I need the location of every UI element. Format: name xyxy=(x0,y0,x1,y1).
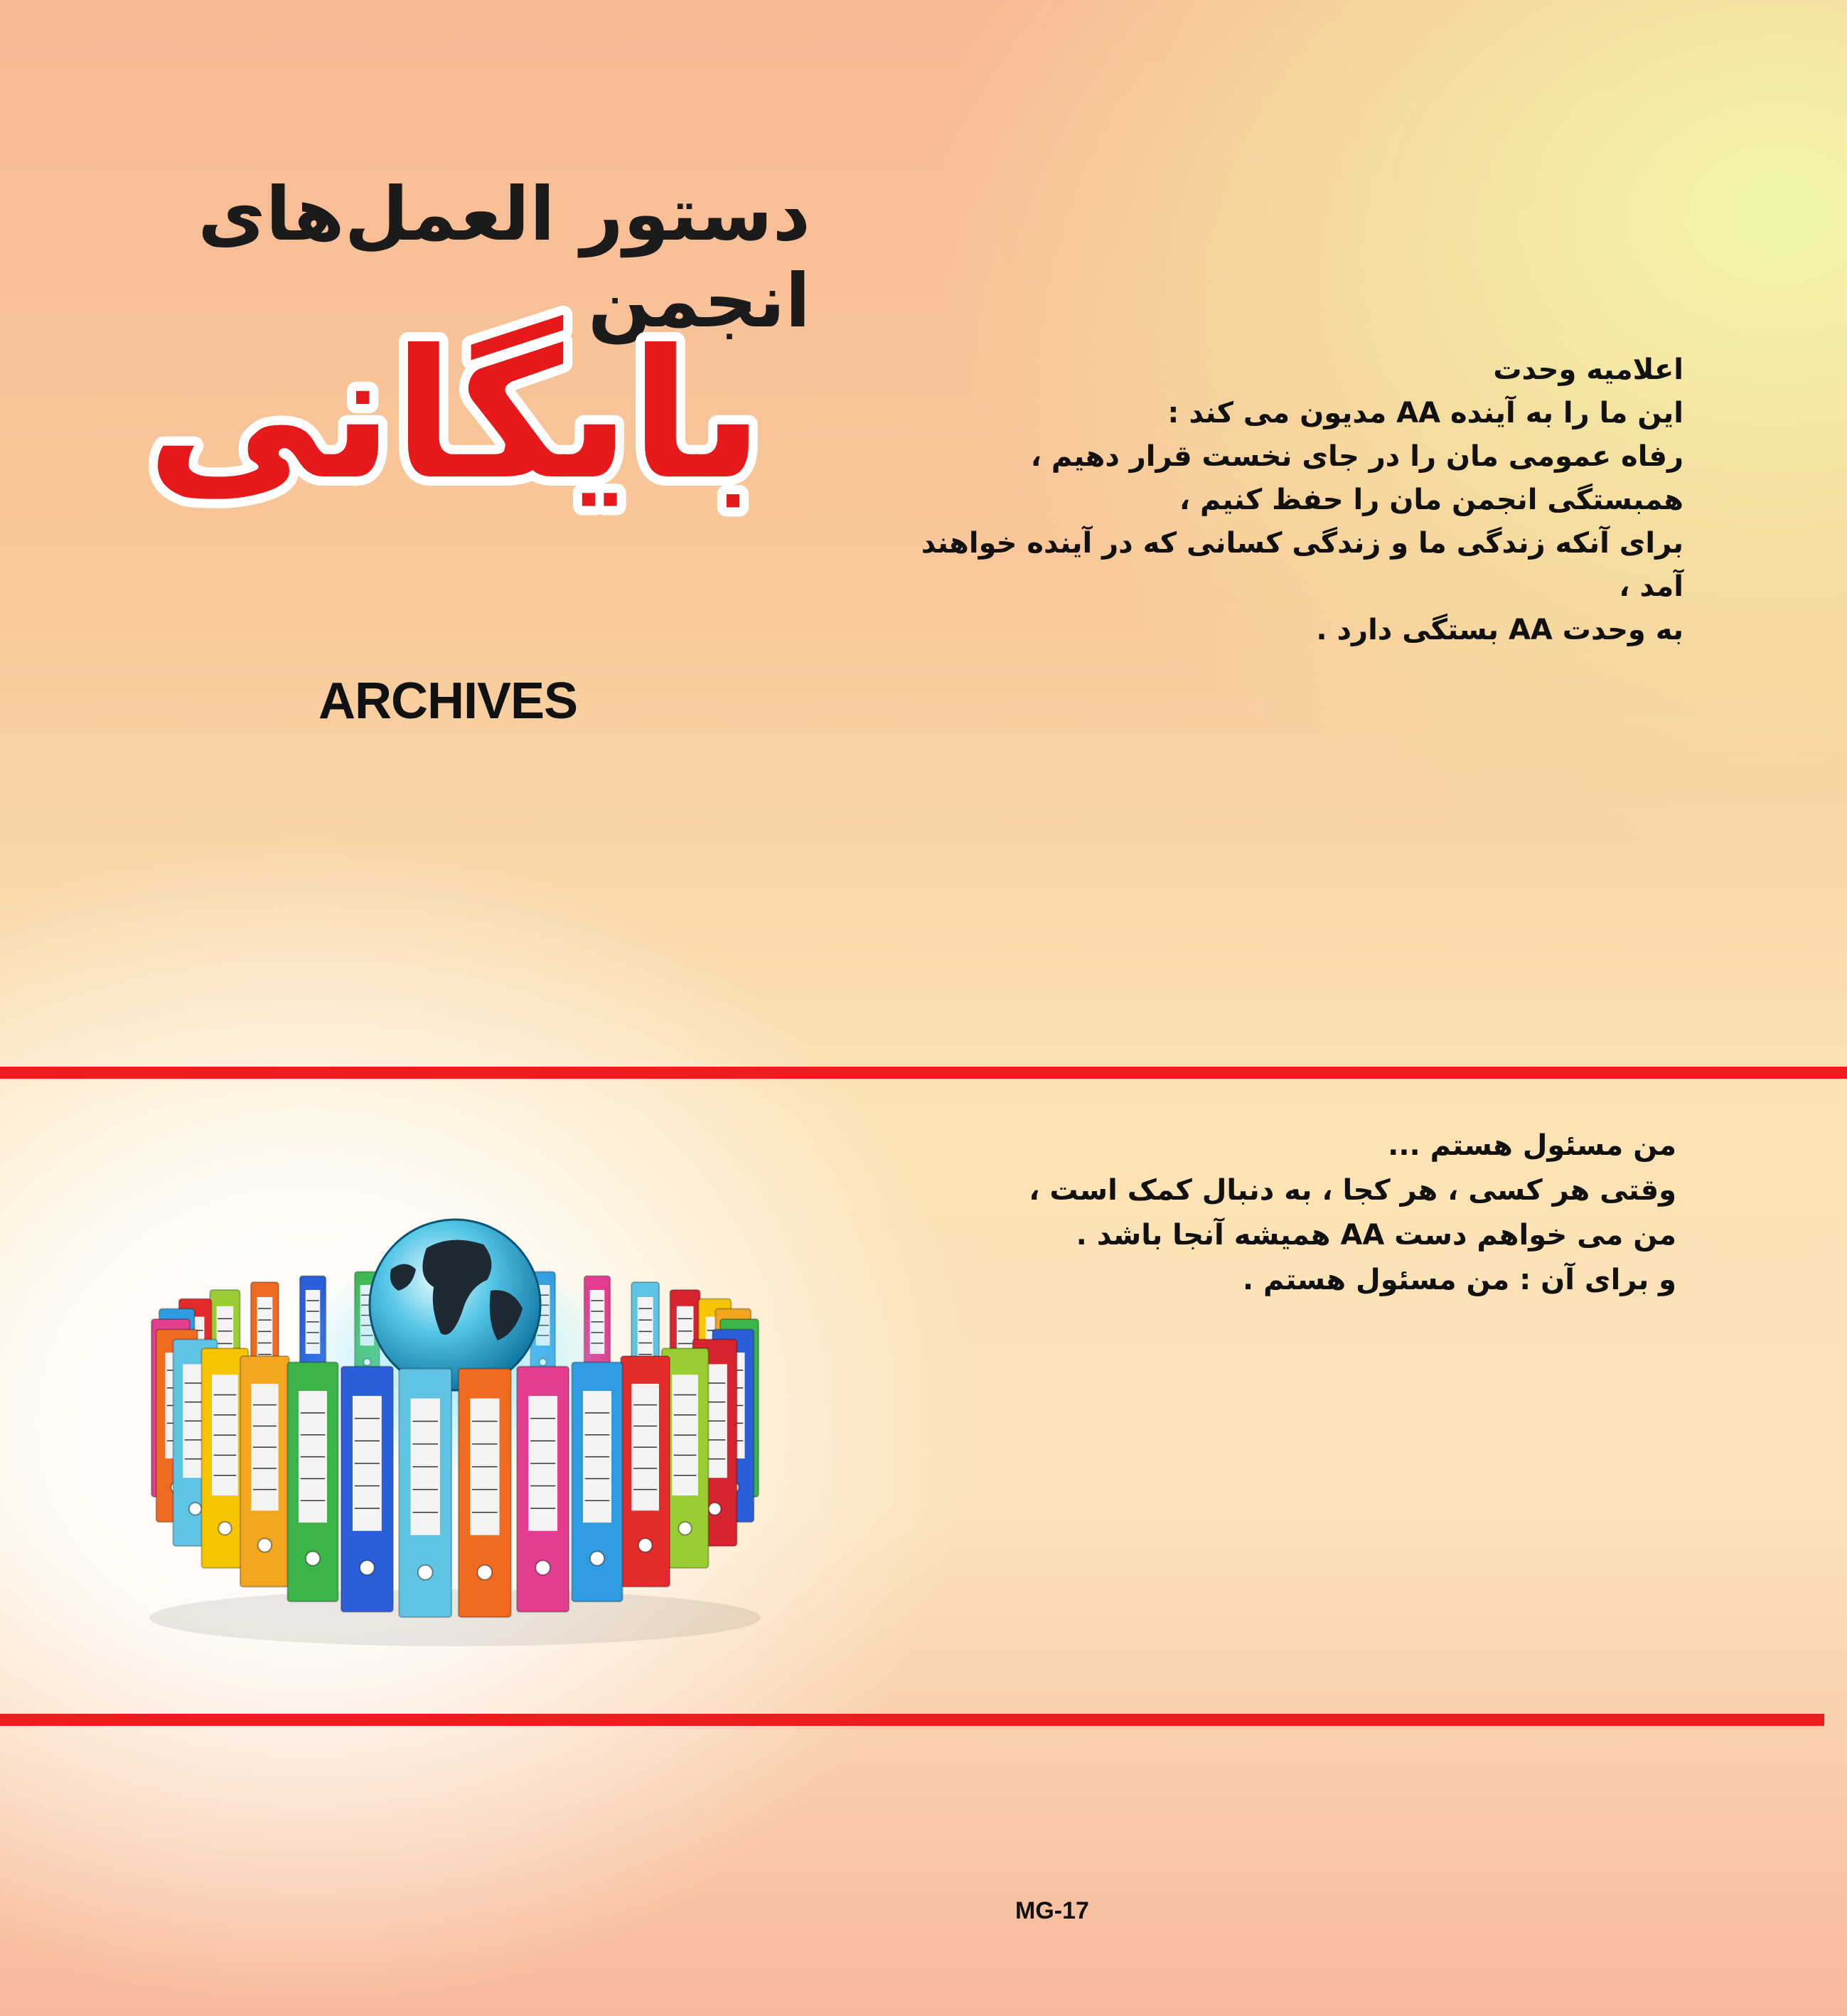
declaration-line: همبستگی انجمن مان را حفظ کنیم ، xyxy=(1179,484,1683,516)
binder xyxy=(572,1362,622,1602)
declaration-line: اعلامیه وحدت xyxy=(1493,353,1683,386)
cover-title: بایگانی xyxy=(146,311,764,518)
bottom-divider xyxy=(0,1714,1824,1726)
top-divider xyxy=(0,1067,1847,1079)
binder xyxy=(459,1369,511,1617)
unity-declaration xyxy=(921,348,1683,652)
responsibility-line: من می خواهم دست AA همیشه آنجا باشد . xyxy=(1076,1219,1676,1252)
binder xyxy=(399,1369,451,1617)
declaration-line: این ما را به آینده AA مدیون می کند : xyxy=(1167,397,1683,430)
declaration-line: آمد ، xyxy=(1619,570,1683,603)
responsibility-line: وقتی هر کسی ، هر کجا ، به دنبال کمک است ، xyxy=(1029,1174,1676,1207)
binder xyxy=(341,1367,393,1612)
responsibility-line: و برای آن : من مسئول هستم . xyxy=(1242,1264,1676,1296)
declaration-line: برای آنکه زندگی ما و زندگی کسانی که در آینده خواهند xyxy=(921,527,1683,560)
declaration-line: به وحدت AA بستگی دارد . xyxy=(1316,614,1683,646)
binder xyxy=(240,1356,289,1586)
cover-title-graphic xyxy=(114,263,796,548)
english-title: ARCHIVES xyxy=(318,673,578,730)
binders-ring-globe-icon xyxy=(128,1127,839,1668)
binder xyxy=(517,1367,569,1612)
responsibility-line: من مسئول هستم ... xyxy=(1388,1129,1676,1162)
cover-subtitle: دستور العمل‌های انجمن xyxy=(198,171,810,344)
pamphlet-code: MG-17 xyxy=(1015,1897,1089,1924)
binder xyxy=(287,1362,338,1602)
binder xyxy=(621,1356,670,1586)
declaration-line: رفاه عمومی مان را در جای نخست قرار دهیم ، xyxy=(1030,440,1683,473)
responsibility-statement xyxy=(965,1124,1676,1303)
